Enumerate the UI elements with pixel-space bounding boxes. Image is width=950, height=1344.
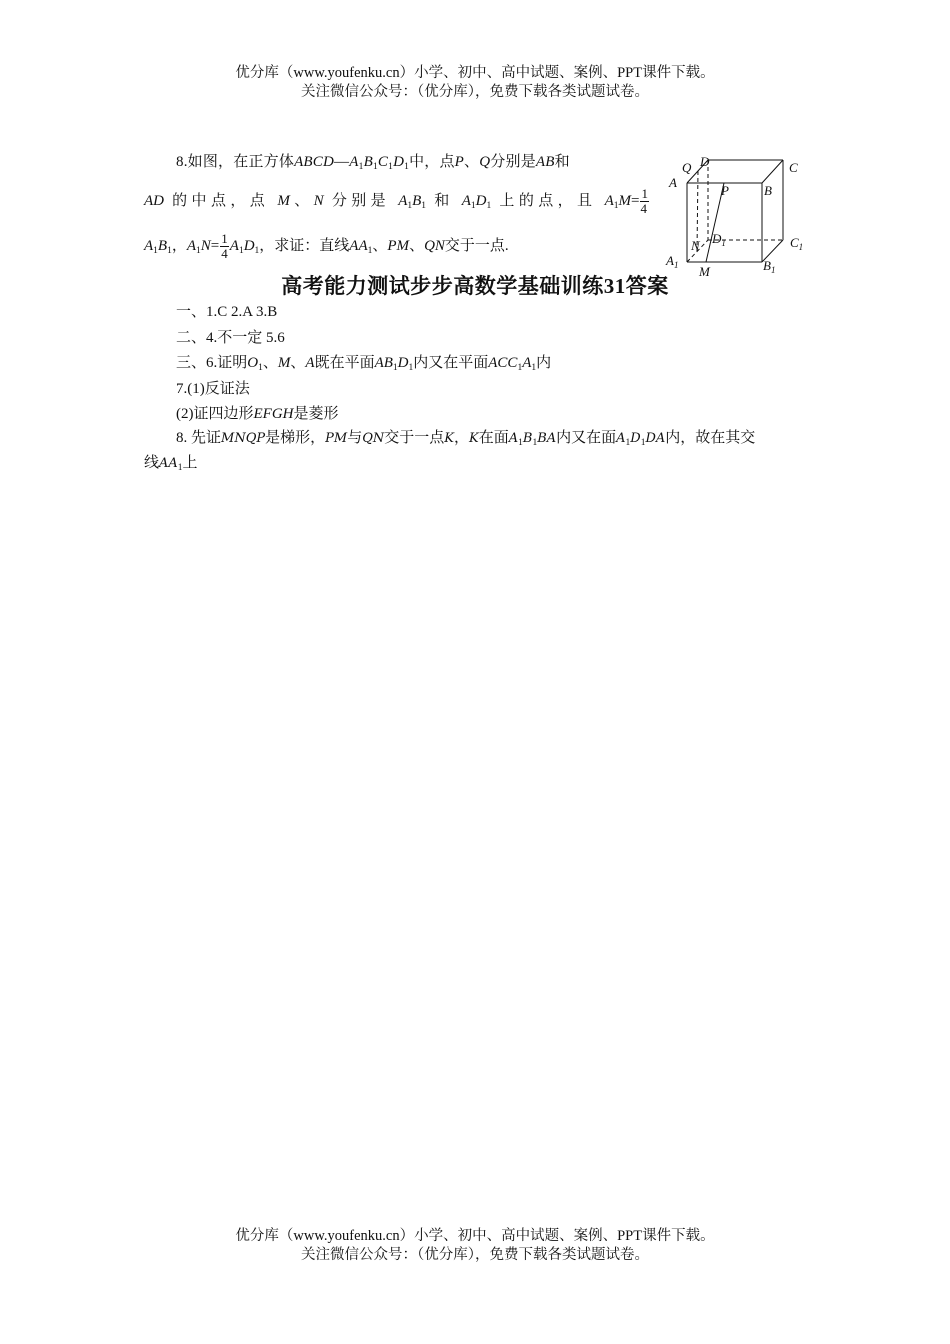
fraction-one-quarter: $\frac{1}{4}$ <box>640 186 648 216</box>
answer-line-4: 7.(1)反证法 <box>176 381 250 397</box>
label-D1: $D_1$ <box>712 231 726 248</box>
page-footer <box>0 1227 950 1265</box>
problem-line-2: AD 的中点，点 M、N 分别是 $A_1B_1$ 和 $A_1D_1$ 上的点，且 $A_1M=$ $\frac{1}{4}$ <box>144 186 648 216</box>
cube-figure <box>660 150 820 285</box>
label-D: D <box>700 154 710 169</box>
header-line-2: 关注微信公众号：（优分库），免费下载各类试题试卷。 <box>301 84 649 100</box>
answer-line-1: 一、1.C 2.A 3.B <box>176 304 278 320</box>
fraction-one-quarter-2: $\frac{1}{4}$ <box>221 231 228 261</box>
label-B: B <box>764 183 772 198</box>
answer-line-3: 三、6.证明$O_1$、M、A既在平面$AB_1D_1$内又在平面$ACC_1A_1$内 <box>176 355 552 373</box>
label-C: C <box>789 160 798 175</box>
answers-title: 高考能力测试步步高数学基础训练31答案 <box>281 274 669 298</box>
problem-line-3: $A_1B_1$，$A_1N=$ $\frac{1}{4}$ $A_1D_1$，求证：直线$AA_1$、PM、QN交于一点. <box>144 231 509 261</box>
page-header <box>0 64 950 102</box>
answer-line-6: 8. 先证MNQP是梯形，PM与QN交于一点K，K在面$A_1B_1BA$内又在面$A_1D_1DA$内，故在其交 <box>176 430 756 448</box>
label-P: P <box>721 183 729 198</box>
answer-line-7: 线$AA_1$上 <box>144 455 198 473</box>
label-A: A <box>669 175 677 190</box>
footer-line-1: 优分库（www.youfenku.cn）小学、初中、高中试题、案例、PPT课件下载。 <box>235 1228 715 1244</box>
edge-BC <box>762 160 783 183</box>
problem-line-1: 8.如图，在正方体$ABCD—A_1B_1C_1D_1$中，点P、Q分别是AB和 <box>176 154 570 172</box>
label-Q: Q <box>682 160 692 175</box>
footer-line-2: 关注微信公众号：（优分库），免费下载各类试题试卷。 <box>301 1247 649 1263</box>
label-C1: $C_1$ <box>790 235 804 252</box>
label-M: M <box>699 264 710 279</box>
header-line-1: 优分库（www.youfenku.cn）小学、初中、高中试题、案例、PPT课件下载。 <box>235 65 715 81</box>
label-A1: $A_1$ <box>666 253 679 270</box>
label-B1: $B_1$ <box>763 258 776 275</box>
answer-line-2: 二、4.不一定 5.6 <box>176 330 285 346</box>
label-N: N <box>691 238 700 253</box>
answer-line-5: (2)证四边形EFGH是菱形 <box>176 406 339 422</box>
